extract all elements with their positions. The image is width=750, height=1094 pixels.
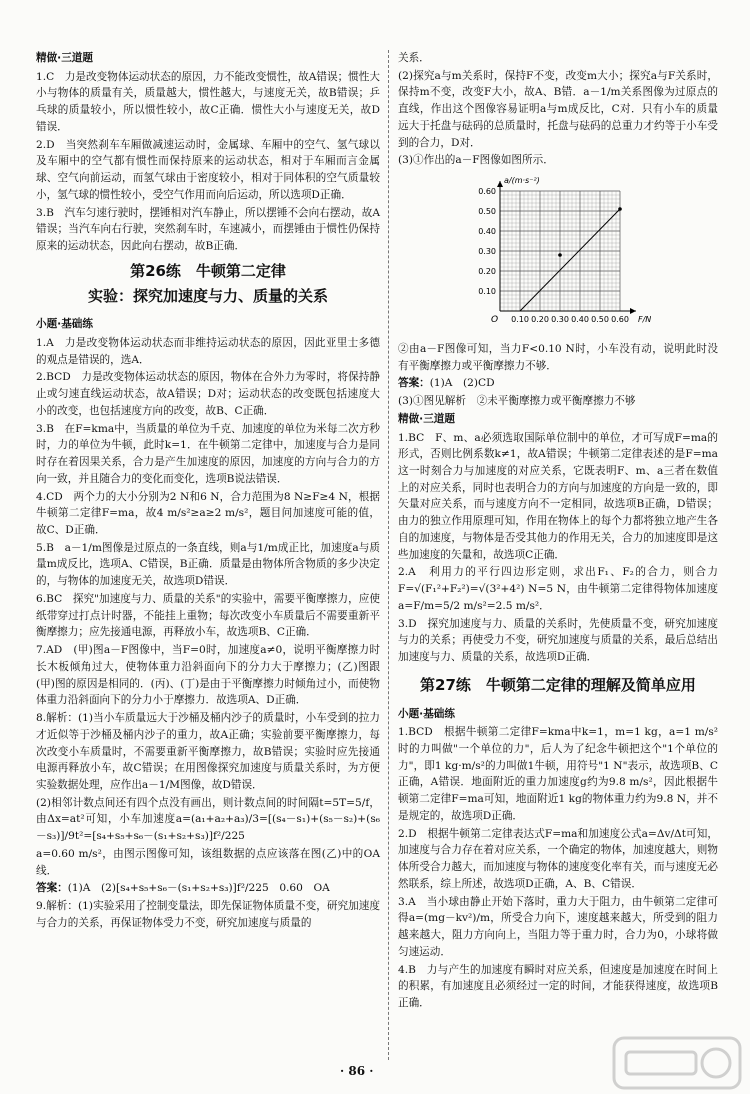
answer-line [398, 375, 718, 392]
y-tick-label: 0.10 [478, 287, 496, 297]
answer-paragraph: (2)相邻计数点间还有四个点没有画出，则计数点间的时间隔t=5T=5/f，由Δx=at²可知，小车加速度a=(a₁+a₂+a₃)/3=[(s₄－s₁)+(s₅－s₂)+(s₆－s₃)]/9t²=[s₄+s₅+s₆－(s₁+s₂+s₃)]f²/225 [36, 796, 380, 843]
a-f-chart [464, 173, 718, 339]
x-tick-label: 0.50 [591, 315, 609, 325]
y-axis-label: a/(m·s⁻²) [504, 176, 540, 186]
y-tick-label: 0.40 [478, 227, 496, 237]
x-axis-arrow [630, 308, 636, 314]
watermark-logo [612, 1036, 742, 1090]
answer-paragraph: 3.B 在F=kma中，当质量的单位为千克、加速度的单位为米每二次方秒时，力的单位为牛顿，此时k=1．在牛顿第二定律中，加速度与合力是同时存在着因果关系，合力是产生加速度的原因，加速度的方向与合力的方向一致，并且随合力的变化而变化，选项B说法错误． [36, 422, 380, 485]
answer-paragraph: ②由a－F图像可知，当力F<0.10 N时，小车没有动，说明此时没有平衡摩擦力或平衡摩擦力不够． [398, 342, 718, 372]
answer-paragraph: 6.BC 探究"加速度与力、质量的关系"的实验中，需要平衡摩擦力，应使纸带穿过打点计时器，不能挂上重物；每次改变小车质量后不需要重新平衡摩擦力；应先接通电源，再释放小车，故选项B、C正确． [36, 592, 380, 639]
answer-paragraph: 1.BCD 根据牛顿第二定律F=kma中k=1，m=1 kg，a=1 m/s²时的力叫做"一个单位的力"，后人为了纪念牛顿把这个"1个单位的力"，即1 kg·m/s²的力叫做1牛顿，用符号"1 N"表示，故选项B、C正确，A错误．地面附近的重力加速度g约为9.8 m/s²，因此根据牛顿第二定律F=ma可知，地面附近1 kg的物体重力约为9.8 N，并不是规定的，故选项D正确． [398, 726, 718, 822]
answer-line [36, 880, 380, 897]
answer-paragraph: 2.BCD 力是改变物体运动状态的原因，物体在合外力为零时，将保持静止或匀速直线运动状态，故A错误；D对；运动状态的改变既包括速度大小的改变，也包括速度方向的改变，故B、C正确． [36, 371, 380, 417]
data-point [558, 253, 562, 257]
section-heading: 小题·基础练 [398, 707, 455, 720]
answer-paragraph: 关系． [398, 52, 430, 64]
section-heading: 精做·三道题 [398, 412, 455, 425]
data-point [618, 207, 622, 211]
section-heading: 小题·基础练 [36, 318, 93, 331]
y-tick-label: 0.60 [478, 187, 496, 197]
answer-paragraph: (3)①作出的a－F图像如图所示． [398, 154, 554, 167]
right-column [398, 50, 718, 1013]
answer-paragraph: 2.D 当突然刹车车厢做减速运动时，金属球、车厢中的空气、氢气球以及车厢中的空气都有惯性而保持原来的运动状态，相对于车厢而言金属球、空气向前运动，而氢气球由于密度较小，相对于同体积的空气质量较小，氢气球的惯性较小，受空气作用而向后运动，所以选项D正确． [36, 138, 380, 201]
x-tick-label: 0.10 [511, 315, 529, 325]
x-tick-label: 0.40 [571, 315, 589, 325]
answer-paragraph: 7.AD (甲)图a－F图像中，当F=0时，加速度a≠0，说明平衡摩擦力时长木板倾角过大，使物体重力沿斜面向下的分力大于摩擦力；(乙)图跟(甲)图的原因是相同的．(丙)、(丁)是由于平衡摩擦力时倾角过小，而使物体重力沿斜面向下的分力小于摩擦力．故选项A、D正确． [36, 644, 380, 707]
fit-line [520, 209, 620, 311]
answer-paragraph: 4.B 力与产生的加速度有瞬时对应关系，但速度是加速度在时间上的积累，有加速度且必须经过一定的时间，才能获得速度，故选项B正确． [398, 963, 718, 1009]
answer-label: 答案： [36, 882, 68, 895]
origin-label: O [491, 315, 499, 326]
x-tick-label: 0.20 [531, 315, 549, 325]
answer-paragraph: 3.D 探究加速度与力、质量的关系时，先使质量不变，研究加速度与力的关系；再使受力不变，研究加速度与质量的关系，最后总结出加速度与力、质量的关系，故选项D正确． [398, 617, 718, 664]
answer-paragraph: 2.D 根据牛顿第二定律表达式F=ma和加速度公式a=Δv/Δt可知，加速度与合力存在着对应关系，一个确定的物体，加速度越大，则物体所受合力越大，而加速度与物体的速度变化率有关，而与速度无必然联系，综上所述，故选项D正确，A、B、C错误． [398, 827, 718, 890]
answer-text: (1)A (2)[s₄+s₅+s₆－(s₁+s₂+s₃)]f²/225 0.60 OA [67, 882, 330, 895]
answer-paragraph: 5.B a－1/m图像是过原点的一条直线，则a与1/m成正比，加速度a与质量m成反比，选项A、C错误，B正确．质量是由物体所含物质的多少决定的，与物体的加速度无关，故选项D错误． [36, 541, 380, 588]
y-tick-label: 0.50 [478, 207, 496, 217]
x-tick-label: 0.30 [551, 315, 569, 325]
chapter-subtitle: 实验：探究加速度与力、质量的关系 [87, 286, 328, 305]
answer-paragraph: 1.A 力是改变物体运动状态而非维持运动状态的原因，因此亚里士多德的观点是错误的，选A． [36, 336, 380, 366]
answer-paragraph: (2)探究a与m关系时，保持F不变，改变m大小；探究a与F关系时，保持m不变，改变F大小，故A、B错．a－1/m关系图像为过原点的直线，作出这个图像容易证明a与m成反比，C对．只有小车的质量远大于托盘与砝码的总质量时，托盘与砝码的总重力才约等于小车受到的合力，D对． [398, 69, 718, 149]
answer-text: (1)A (2)CD [429, 377, 495, 390]
answer-paragraph: 9.解析：(1)实验采用了控制变量法，即先保证物体质量不变，研究加速度与合力的关系，再保证物体受力不变，研究加速度与质量的 [36, 900, 380, 929]
y-tick-label: 0.30 [478, 247, 496, 257]
answer-label: 答案： [398, 377, 430, 390]
y-axis-arrow [497, 181, 503, 187]
chapter-title: 第26练 牛顿第二定律 [130, 261, 286, 280]
answer-paragraph: 1.C 力是改变物体运动状态的原因，力不能改变惯性，故A错误；惯性大小与物体的质量有关，质量越大，惯性越大，与速度无关，故B错误；乒乓球的质量较小，所以惯性较小，故C正确．惯性大小与速度无关，故D错误． [36, 70, 380, 133]
column-divider [388, 50, 389, 1060]
answer-paragraph: 3.A 当小球由静止开始下落时，重力大于阻力，由牛顿第二定律可得a=(mg－kv²)/m，所受合力向下，速度越来越大，所受到的阻力越来越大，阻力方向向上，当阻力等于重力时，合力为0，小球将做匀速运动． [398, 895, 718, 958]
x-axis-label: F/N [638, 315, 652, 325]
page-number: · 86 · [340, 1064, 374, 1078]
answer-paragraph: 3.B 汽车匀速行驶时，摆锤相对汽车静止，所以摆锤不会向右摆动，故A错误；当汽车向右行驶，突然刹车时，车速减小，而摆锤由于惯性仍保持原来的运动状态，因此向右摆动，故B正确． [36, 206, 380, 253]
answer-paragraph: 2.A 利用力的平行四边形定则，求出F₁、F₂的合力，则合力F=√(F₁²+F₂²)=√(3²+4²) N=5 N，由牛顿第二定律得物体加速度a=F/m=5/2 m/s²=2.5 m/s²． [398, 566, 718, 612]
a-f-chart-svg [464, 173, 664, 333]
chapter-title: 第27练 牛顿第二定律的理解及简单应用 [420, 675, 696, 694]
section-heading: 精做·三道题 [36, 52, 93, 64]
answer-paragraph: 1.BC F、m、a必须选取国际单位制中的单位，才可写成F=ma的形式，否则比例系数k≠1，故A错误；牛顿第二定律表述的是F=ma这一时刻合力与加速度的对应关系，它既表明F、m、a三者在数值上的对应关系，同时也表明合力的方向与加速度的方向是一致的，即矢量对应关系，而与速度方向不一定相同，故选项B正确，D错误；由力的独立作用原理可知，作用在物体上的每个力都将独立地产生各自的加速度，与物体是否受其他力的作用无关，合力的加速度即是这些加速度的矢量和，故选项C正确． [398, 431, 718, 561]
x-tick-label: 0.60 [611, 315, 629, 325]
y-tick-label: 0.20 [478, 267, 496, 277]
answer-paragraph: 4.CD 两个力的大小分别为2 N和6 N，合力范围为8 N≥F≥4 N，根据牛顿第二定律F=ma，故4 m/s²≥a≥2 m/s²，题目问加速度可能的值，故C、D正确． [36, 490, 380, 536]
answer-paragraph: 8.解析：(1)当小车质量远大于沙桶及桶内沙子的质量时，小车受到的拉力才近似等于沙桶及桶内沙子的重力，故A正确；实验前要平衡摩擦力，每次改变小车质量时，不需要重新平衡摩擦力，故B错误；实验时应先接通电源再释放小车，故C错误；在用图像探究加速度与质量关系时，为方便实验数据处理，应作出a－1/M图像，故D错误． [36, 712, 380, 792]
left-column [36, 50, 380, 933]
answer-paragraph: a=0.60 m/s²，由图示图像可知，该组数据的点应该落在图(乙)中的OA线． [36, 847, 380, 877]
answer-paragraph: (3)①图见解析 ②未平衡摩擦力或平衡摩擦力不够 [398, 395, 636, 408]
